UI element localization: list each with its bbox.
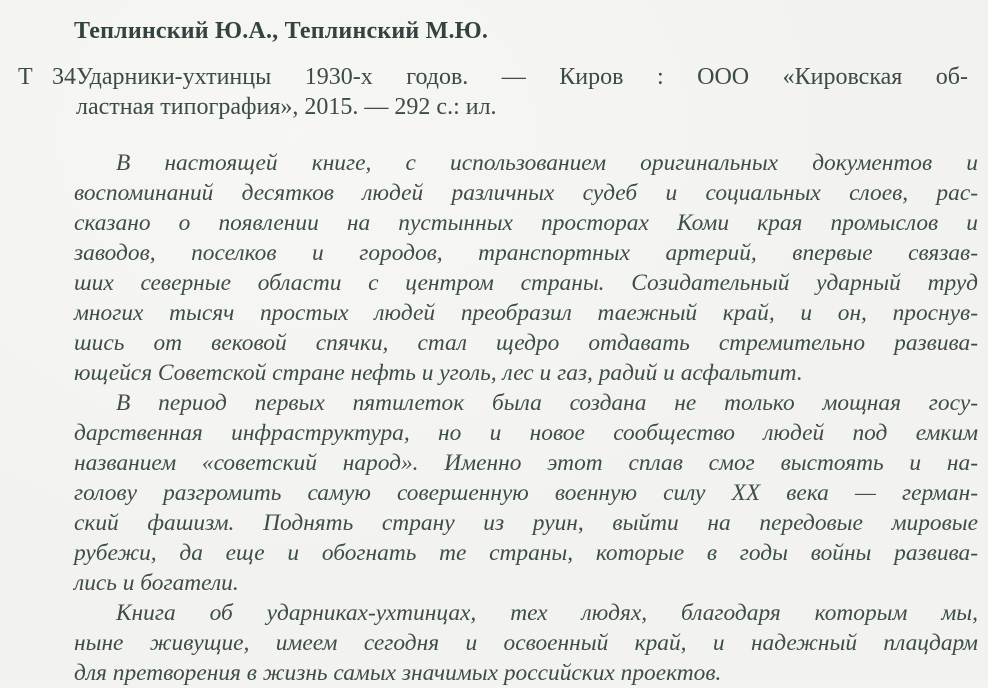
abstract-line: сказано о появлении на пустынных просторах Коми края промыслов и	[74, 210, 978, 236]
abstract-line: голову разгромить самую совершенную военную силу XX века — герман-	[74, 480, 978, 506]
bibliographic-line	[18, 92, 968, 122]
abstract-line: многих тысяч простых людей преобразил таежный край, и он, проснув-	[74, 300, 978, 326]
abstract-line: заводов, поселков и городов, транспортных артерий, впервые связав-	[74, 240, 978, 266]
abstract-line: ский фашизм. Поднять страну из руин, выйти на передовые мировые	[74, 510, 978, 536]
abstract-line: дарственная инфраструктура, но и новое сообщество людей под емким	[74, 420, 978, 446]
bibliographic-line	[18, 62, 968, 92]
catalog-code: Т 34	[18, 64, 76, 90]
authors-heading: Теплинский Ю.А., Теплинский М.Ю.	[74, 18, 489, 44]
abstract-line: ющейся Советской стране нефть и уголь, лес и газ, радий и асфальтит.	[74, 360, 803, 386]
abstract-line: шись от вековой спячки, стал щедро отдавать стремительно развива-	[74, 330, 978, 356]
abstract-line: названием «советский народ». Именно этот сплав смог выстоять и на-	[74, 450, 978, 476]
abstract-line: для претворения в жизнь самых значимых российских проектов.	[74, 660, 722, 686]
abstract-text	[74, 148, 978, 688]
bibliographic-text: Ударники-ухтинцы 1930-х годов. — Киров : ООО «Кировская об-	[76, 64, 968, 90]
abstract-line: В период первых пятилеток была создана не только мощная госу-	[116, 390, 978, 416]
abstract-line: Книга об ударниках-ухтинцах, тех людях, благодаря которым мы,	[116, 600, 978, 626]
abstract-line: В настоящей книге, с использованием оригинальных документов и	[116, 150, 978, 176]
abstract-line: ныне живущие, имеем сегодня и освоенный край, и надежный плацдарм	[74, 630, 978, 656]
bibliographic-text: ластная типография», 2015. — 292 с.: ил.	[76, 94, 497, 120]
abstract-line: ших северные области с центром страны. Созидательный ударный труд	[74, 270, 978, 296]
abstract-line: лись и богатели.	[74, 570, 239, 596]
bibliographic-entry	[18, 62, 968, 122]
abstract-line: воспоминаний десятков людей различных судеб и социальных слоев, рас-	[74, 180, 978, 206]
abstract-line: рубежи, да еще и обогнать те страны, которые в годы войны развива-	[74, 540, 978, 566]
